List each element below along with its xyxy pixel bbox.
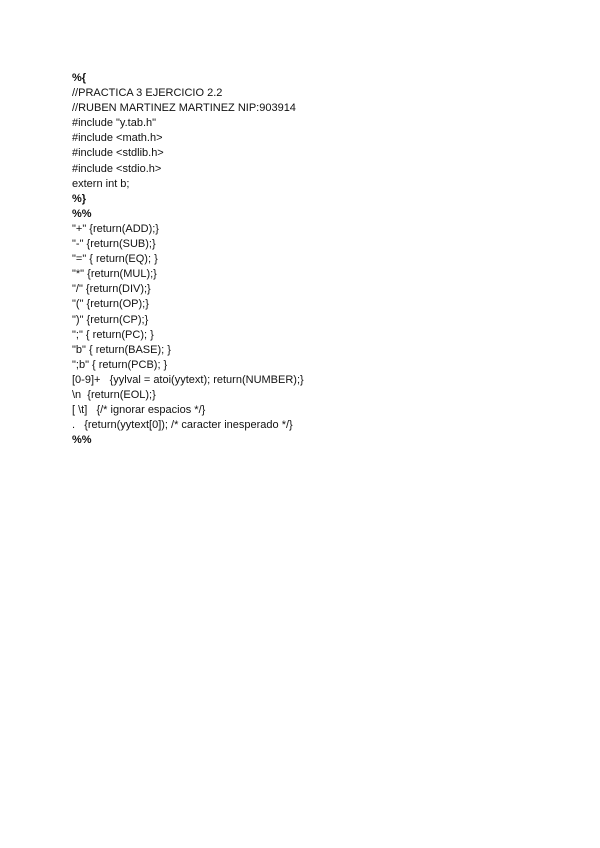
code-line: %% [72,207,92,220]
code-line: %} [72,192,87,205]
code-line: #include <stdlib.h> [72,147,164,160]
code-line: ";b" { return(PCB); } [72,358,168,371]
code-line: \n {return(EOL);} [72,388,156,401]
code-line: "*" {return(MUL);} [72,268,157,281]
code-line: #include <stdio.h> [72,162,162,175]
lex-source-code [72,71,304,448]
code-line: //PRACTICA 3 EJERCICIO 2.2 [72,87,223,100]
code-line: //RUBEN MARTINEZ MARTINEZ NIP:903914 [72,102,296,115]
code-line: "b" { return(BASE); } [72,343,171,356]
code-line: ";" { return(PC); } [72,328,154,341]
code-line: . {return(yytext[0]); /* caracter inesperado */} [72,419,293,432]
code-line: ")" {return(CP);} [72,313,149,326]
code-line: %% [72,434,92,447]
code-line: "(" {return(OP);} [72,298,149,311]
code-line: "=" { return(EQ); } [72,253,158,266]
code-line: [0-9]+ {yylval = atoi(yytext); return(NUMBER);} [72,373,304,386]
code-line: "/" {return(DIV);} [72,283,151,296]
code-line: "+" {return(ADD);} [72,222,159,235]
code-line: extern int b; [72,177,130,190]
code-line: %{ [72,72,87,84]
code-line: "-" {return(SUB);} [72,238,156,251]
code-line: #include "y.tab.h" [72,117,157,130]
code-line: [ \t] {/* ignorar espacios */} [72,404,206,417]
code-line: #include <math.h> [72,132,163,145]
